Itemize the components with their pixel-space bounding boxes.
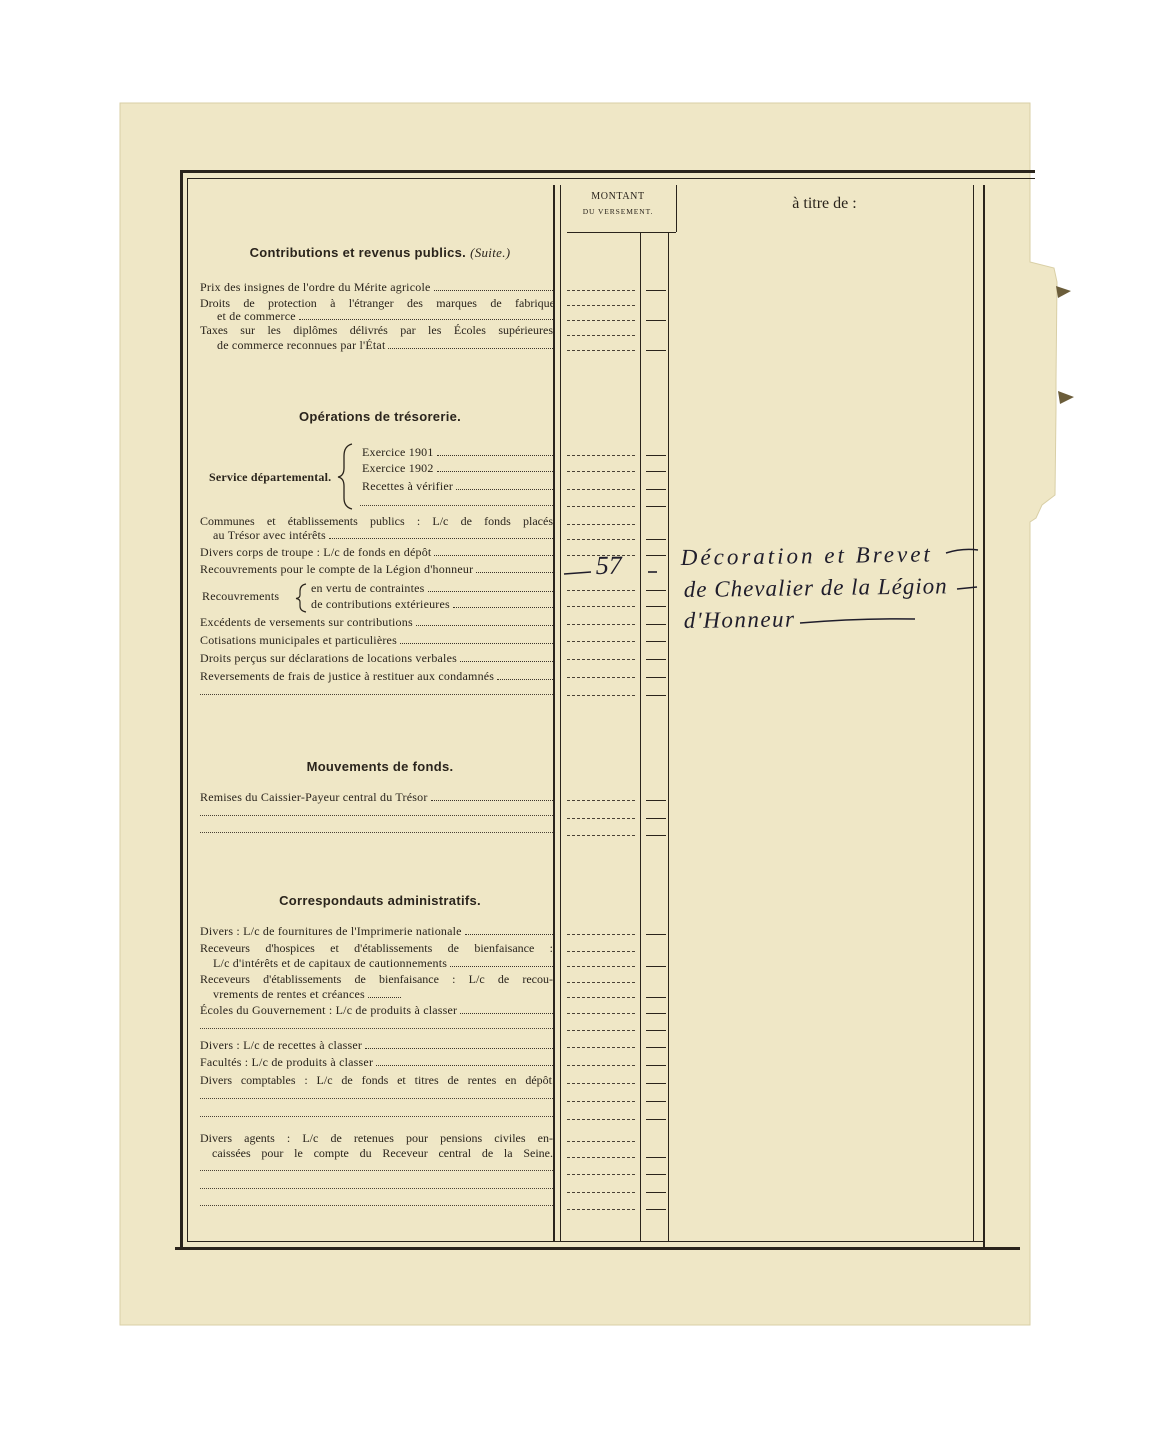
francs-entry-line	[567, 1047, 635, 1048]
montant-header: MONTANT	[591, 191, 645, 202]
centimes-entry-line	[646, 1209, 666, 1210]
centimes-entry-line	[646, 1119, 666, 1120]
blank-dotted-line	[200, 832, 553, 833]
blank-dotted-line	[200, 1188, 553, 1189]
centimes-entry-line	[646, 677, 666, 678]
section-title-mouvements: Mouvements de fonds.	[306, 759, 454, 774]
francs-entry-line	[567, 1101, 635, 1102]
francs-entry-line	[567, 305, 635, 306]
line-label: Exercice 1901	[362, 445, 434, 459]
centimes-entry-line	[646, 1065, 666, 1066]
francs-entry-line	[567, 555, 635, 556]
francs-entry-line	[567, 455, 635, 456]
line-label: Prix des insignes de l'ordre du Mérite agricole	[200, 280, 431, 294]
francs-entry-line	[567, 1141, 635, 1142]
francs-entry-line	[567, 624, 635, 625]
centimes-entry-line	[646, 1013, 666, 1014]
francs-entry-line	[567, 835, 635, 836]
centimes-entry-line	[646, 818, 666, 819]
centimes-entry-line	[646, 835, 666, 836]
centimes-entry-line	[646, 800, 666, 801]
francs-entry-line	[567, 1030, 635, 1031]
line-label: Divers : L/c de recettes à classer	[200, 1038, 363, 1052]
francs-entry-line	[567, 590, 635, 591]
form-line: Divers agents : L/c de retenues pour pensions civiles en-	[200, 1131, 553, 1145]
centimes-entry-line	[646, 290, 666, 291]
blank-dotted-line	[200, 1028, 553, 1029]
centimes-entry-line	[646, 1047, 666, 1048]
francs-entry-line	[567, 606, 635, 607]
francs-entry-line	[567, 966, 635, 967]
line-label: Remises du Caissier-Payeur central du Trésor	[200, 790, 428, 804]
francs-entry-line	[567, 641, 635, 642]
brace-recouvrements	[296, 584, 306, 612]
form-line: Receveurs d'établissements de bienfaisance : L/c de recou-	[200, 972, 553, 986]
francs-entry-line	[567, 489, 635, 490]
centimes-entry-line	[646, 539, 666, 540]
centimes-entry-line	[646, 455, 666, 456]
recouvrements-label: Recouvrements	[202, 589, 280, 603]
centimes-entry-line	[646, 934, 666, 935]
line-label: Divers corps de troupe : L/c de fonds en dépôt	[200, 545, 432, 559]
handwritten-flourish	[946, 549, 978, 553]
brace-service-departemental	[338, 444, 352, 509]
line-label: de commerce reconnues par l'État	[217, 338, 386, 352]
blank-dotted-line	[200, 694, 553, 695]
a-titre-de-header: à titre de :	[792, 195, 857, 212]
handwritten-amount: 57	[595, 550, 623, 580]
line-label: et de commerce	[217, 309, 296, 323]
form-line: Droits de protection à l'étranger des marques de fabrique	[200, 296, 555, 310]
francs-entry-line	[567, 800, 635, 801]
francs-entry-line	[567, 539, 635, 540]
service-departemental-label: Service départemental.	[209, 470, 332, 484]
francs-entry-line	[567, 1119, 635, 1120]
blank-dotted-line	[200, 1205, 553, 1206]
centimes-entry-line	[646, 471, 666, 472]
handwritten-dash	[564, 572, 591, 574]
francs-entry-line	[567, 818, 635, 819]
line-label: Écoles du Gouvernement : L/c de produits à classer	[200, 1003, 458, 1017]
line-label: Divers : L/c de fournitures de l'Imprimerie nationale	[200, 924, 462, 938]
form-line: Taxes sur les diplômes délivrés par les Écoles supérieures	[200, 323, 553, 337]
francs-entry-line	[567, 1083, 635, 1084]
line-label: Cotisations municipales et particulières	[200, 633, 397, 647]
centimes-entry-line	[646, 606, 666, 607]
blank-dotted-line	[360, 505, 553, 506]
line-label: Excédents de versements sur contributions	[200, 615, 413, 629]
section-title-suite: (Suite.)	[470, 245, 511, 260]
centimes-entry-line	[646, 1030, 666, 1031]
line-label: au Trésor avec intérêts	[213, 528, 326, 542]
centimes-entry-line	[646, 1174, 666, 1175]
centimes-entry-line	[646, 659, 666, 660]
line-label: L/c d'intérêts et de capitaux de cautionnements	[213, 956, 448, 970]
centimes-entry-line	[646, 555, 666, 556]
centimes-entry-line	[646, 1083, 666, 1084]
centimes-entry-line	[646, 350, 666, 351]
section-title-tresorerie: Opérations de trésorerie.	[298, 409, 462, 424]
francs-entry-line	[567, 290, 635, 291]
centimes-entry-line	[646, 624, 666, 625]
francs-entry-line	[567, 695, 635, 696]
line-label: en vertu de contraintes	[311, 581, 425, 595]
francs-entry-line	[567, 1209, 635, 1210]
francs-entry-line	[567, 659, 635, 660]
francs-entry-line	[567, 320, 635, 321]
line-label: Recettes à vérifier	[362, 479, 454, 493]
francs-entry-line	[567, 1013, 635, 1014]
francs-entry-line	[567, 1192, 635, 1193]
centimes-entry-line	[646, 1157, 666, 1158]
francs-entry-line	[567, 524, 635, 525]
centimes-entry-line	[646, 641, 666, 642]
handwritten-motif-line: d'Honneur	[683, 606, 796, 633]
line-label: de contributions extérieures	[311, 597, 450, 611]
centimes-entry-line	[646, 590, 666, 591]
handwritten-motif-line: Décoration et Brevet	[680, 541, 934, 570]
centimes-entry-line	[646, 966, 666, 967]
francs-entry-line	[567, 951, 635, 952]
centimes-entry-line	[646, 1101, 666, 1102]
line-label: Exercice 1902	[362, 461, 434, 475]
centimes-entry-line	[646, 320, 666, 321]
section-title-correspondants: Correspondauts administratifs.	[279, 893, 481, 908]
line-label: Droits perçus sur déclarations de locations verbales	[200, 651, 457, 665]
form-line: caissées pour le compte du Receveur central de la Seine.	[212, 1146, 553, 1160]
francs-entry-line	[567, 471, 635, 472]
centimes-entry-line	[646, 997, 666, 998]
form-line: Divers comptables : L/c de fonds et titres de rentes en dépôt.	[200, 1073, 555, 1087]
line-label: vrements de rentes et créances	[213, 987, 365, 1001]
blank-dotted-line	[200, 1116, 553, 1117]
centimes-entry-line	[646, 695, 666, 696]
form-line: Communes et établissements publics : L/c de fonds placés	[200, 514, 553, 528]
francs-entry-line	[567, 350, 635, 351]
line-label: Facultés : L/c de produits à classer	[200, 1055, 374, 1069]
francs-entry-line	[567, 1157, 635, 1158]
handwritten-flourish	[957, 587, 977, 589]
francs-entry-line	[567, 1174, 635, 1175]
du-versement-header: DU VERSEMENT.	[582, 207, 654, 216]
francs-entry-line	[567, 506, 635, 507]
francs-entry-line	[567, 335, 635, 336]
handwritten-motif-line: de Chevalier de la Légion	[683, 573, 948, 602]
handwritten-underline	[800, 619, 915, 623]
blank-dotted-line	[200, 1170, 553, 1171]
line-label: Recouvrements pour le compte de la Légion d'honneur	[200, 562, 474, 576]
centimes-entry-line	[646, 489, 666, 490]
blank-dotted-line	[200, 815, 553, 816]
francs-entry-line	[567, 982, 635, 983]
francs-entry-line	[567, 997, 635, 998]
form-line: Receveurs d'hospices et d'établissements de bienfaisance :	[200, 941, 553, 955]
francs-entry-line	[567, 677, 635, 678]
line-label: Reversements de frais de justice à restituer aux condamnés	[200, 669, 495, 683]
centimes-entry-line	[646, 1192, 666, 1193]
centimes-entry-line	[646, 506, 666, 507]
section-title-text: Contributions et revenus publics.	[249, 245, 467, 260]
francs-entry-line	[567, 934, 635, 935]
francs-entry-line	[567, 1065, 635, 1066]
blank-dotted-line	[200, 1098, 553, 1099]
